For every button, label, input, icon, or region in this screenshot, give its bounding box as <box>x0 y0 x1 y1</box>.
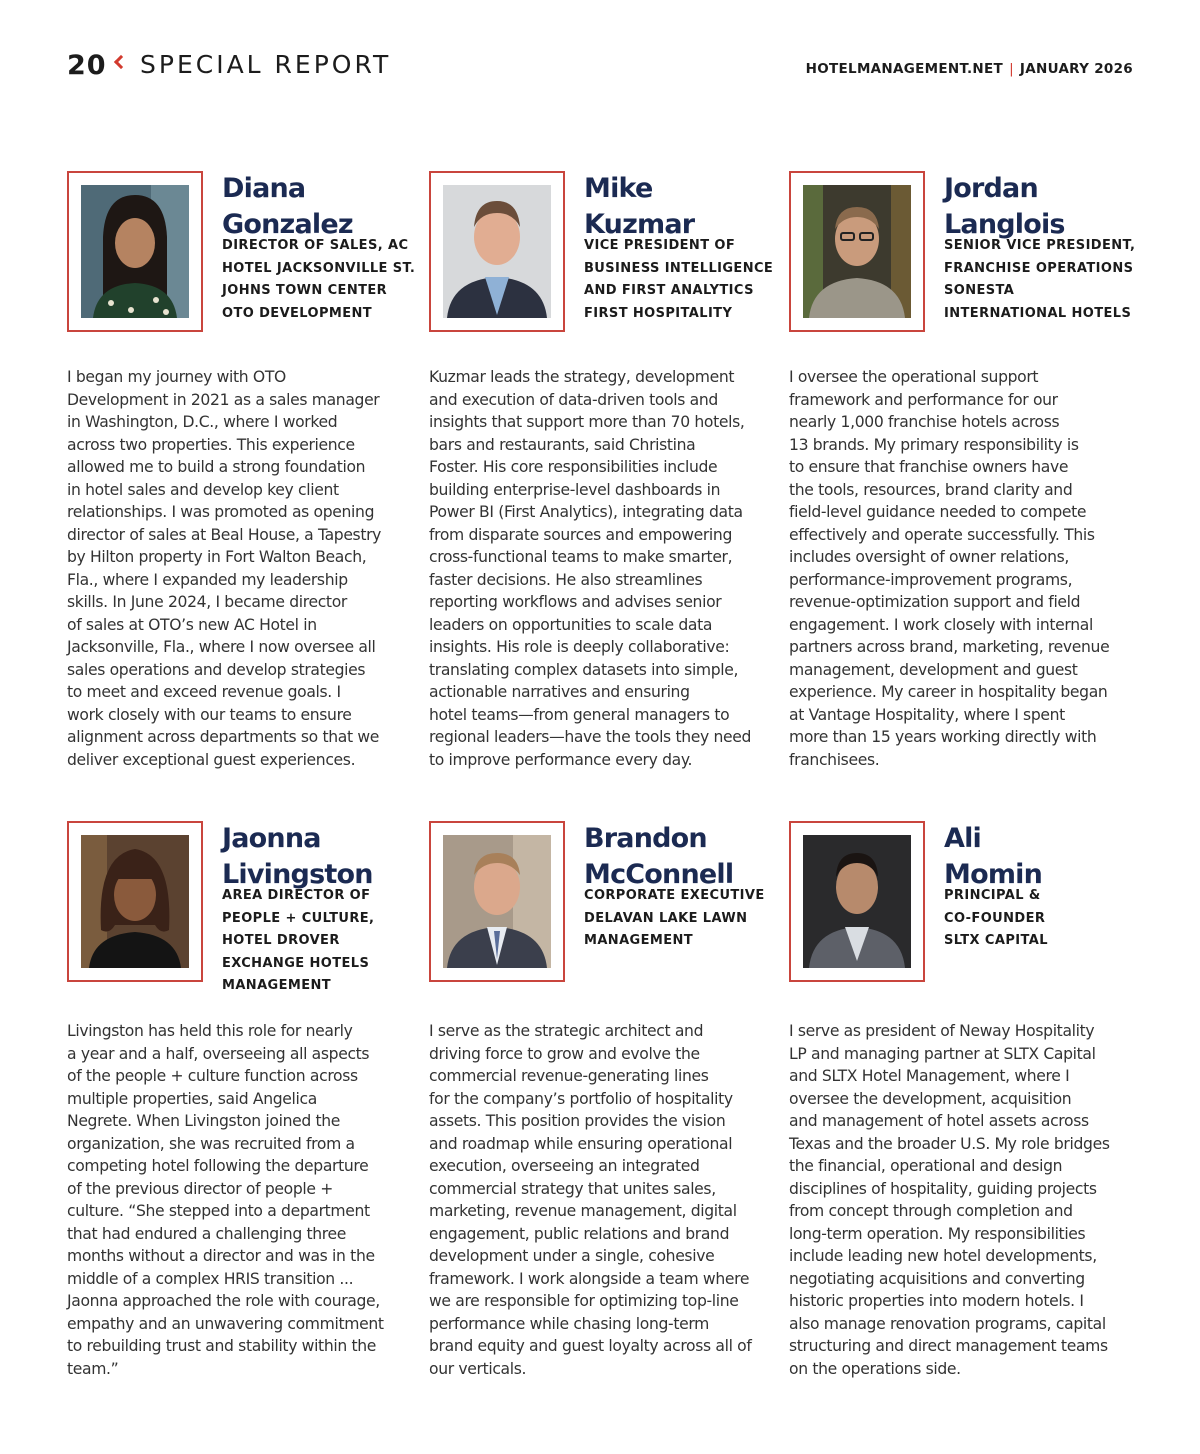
person-name: Mike Kuzmar <box>584 173 695 240</box>
job-title: DIRECTOR OF SALES, AC HOTEL JACKSONVILLE ST. JOHNS TOWN CENTER OTO DEVELOPMENT <box>222 238 416 321</box>
portrait-photo <box>81 185 189 318</box>
photo-frame <box>429 821 565 982</box>
portrait-photo <box>443 835 551 968</box>
photo-frame <box>789 821 925 982</box>
bio-text: Livingston has held this role for nearly a year and a half, overseeing all aspects of the people + culture function across multiple properties, said Angelica Negrete. When Livingston joined the organization, she was recruited from a competing hotel following the departure of the previous director of people + culture. “She stepped into a department that had endured a challenging three months without a director and was in the middle of a complex HRIS transition ... Jaonna approached the role with courage, empathy and an unwavering commitment to rebuilding trust and stability within the team.” <box>67 1022 384 1378</box>
person-name: Jordan Langlois <box>944 173 1065 240</box>
person-name: Ali Momin <box>944 823 1043 890</box>
person-name: Diana Gonzalez <box>222 173 353 240</box>
site-name: HOTELMANAGEMENT.NET <box>805 61 1004 77</box>
bio-text: I oversee the operational support framework and performance for our nearly 1,000 franchise hotels across 13 brands. My primary responsibility is to ensure that franchise owners have the tools, resources, brand clarity and field-level guidance needed to compete effectively and operate successfully. This includes oversight of owner relations, performance-improvement programs, revenue-optimization support and field engagement. I work closely with internal partners across brand, marketing, revenue management, development and guest experience. My career in hospitality began at Vantage Hospitality, where I spent more than 15 years working directly with franchisees. <box>789 368 1110 769</box>
job-title: AREA DIRECTOR OF PEOPLE + CULTURE, HOTEL DROVER EXCHANGE HOTELS MANAGEMENT <box>222 888 375 993</box>
photo-frame <box>789 171 925 332</box>
issue-date: JANUARY 2026 <box>1019 61 1133 77</box>
photo-frame <box>67 171 203 332</box>
section-title: SPECIAL REPORT <box>140 50 392 79</box>
person-name: Brandon McConnell <box>584 823 734 890</box>
job-title: CORPORATE EXECUTIVE DELAVAN LAKE LAWN MANAGEMENT <box>584 888 765 948</box>
portrait-photo <box>803 185 911 318</box>
job-title: VICE PRESIDENT OF BUSINESS INTELLIGENCE AND FIRST ANALYTICS FIRST HOSPITALITY <box>584 238 774 321</box>
bio-text: I serve as the strategic architect and driving force to grow and evolve the commercial revenue-generating lines for the company’s portfolio of hospitality assets. This position provides the vision and roadmap while ensuring operational execution, overseeing an integrated commercial strategy that unites sales, marketing, revenue management, digital engagement, public relations and brand development under a single, cohesive framework. I work alongside a team where we are responsible for optimizing top-line performance while chasing long-term brand equity and guest loyalty across all of our verticals. <box>429 1022 752 1378</box>
bio-text: I began my journey with OTO Development in 2021 as a sales manager in Washington, D.C., where I worked across two properties. This experience allowed me to build a strong foundation in hotel sales and develop key client relationships. I was promoted as opening director of sales at Beal House, a Tapestry by Hilton property in Fort Walton Beach, Fla., where I expanded my leadership skills. In June 2024, I became director of sales at OTO’s new AC Hotel in Jacksonville, Fla., where I now oversee all sales operations and develop strategies to meet and exceed revenue goals. I work closely with our teams to ensure alignment across departments so that we deliver exceptional guest experiences. <box>67 368 382 769</box>
person-name: Jaonna Livingston <box>222 823 373 890</box>
page-number: 20 <box>67 50 107 81</box>
bio-text: Kuzmar leads the strategy, development and execution of data-driven tools and insights that support more than 70 hotels, bars and restaurants, said Christina Foster. His core responsibilities include building enterprise-level dashboards in Power BI (First Analytics), integrating data from disparate sources and empowering cross-functional teams to make smarter, faster decisions. He also streamlines reporting workflows and advises senior leaders on opportunities to scale data insights. His role is deeply collaborative: translating complex datasets into simple, actionable narratives and ensuring hotel teams—from general managers to regional leaders—have the tools they need to improve performance every day. <box>429 368 752 769</box>
page-header <box>67 48 1133 88</box>
portrait-photo <box>81 835 189 968</box>
photo-frame <box>67 821 203 982</box>
chevron-left-icon <box>114 55 128 69</box>
portrait-photo <box>443 185 551 318</box>
separator: | <box>1009 61 1014 77</box>
bio-text: I serve as president of Neway Hospitality LP and managing partner at SLTX Capital and SLTX Hotel Management, where I oversee the development, acquisition and management of hotel assets across Texas and the broader U.S. My role bridges the financial, operational and design disciplines of hospitality, guiding projects from concept through completion and long-term operation. My responsibilities include leading new hotel developments, negotiating acquisitions and converting historic properties into modern hotels. I also manage renovation programs, capital structuring and direct management teams on the operations side. <box>789 1022 1110 1378</box>
photo-frame <box>429 171 565 332</box>
job-title: SENIOR VICE PRESIDENT, FRANCHISE OPERATIONS SONESTA INTERNATIONAL HOTELS <box>944 238 1136 321</box>
publication-meta <box>806 61 1133 77</box>
portrait-photo <box>803 835 911 968</box>
job-title: PRINCIPAL & CO-FOUNDER SLTX CAPITAL <box>944 888 1048 948</box>
